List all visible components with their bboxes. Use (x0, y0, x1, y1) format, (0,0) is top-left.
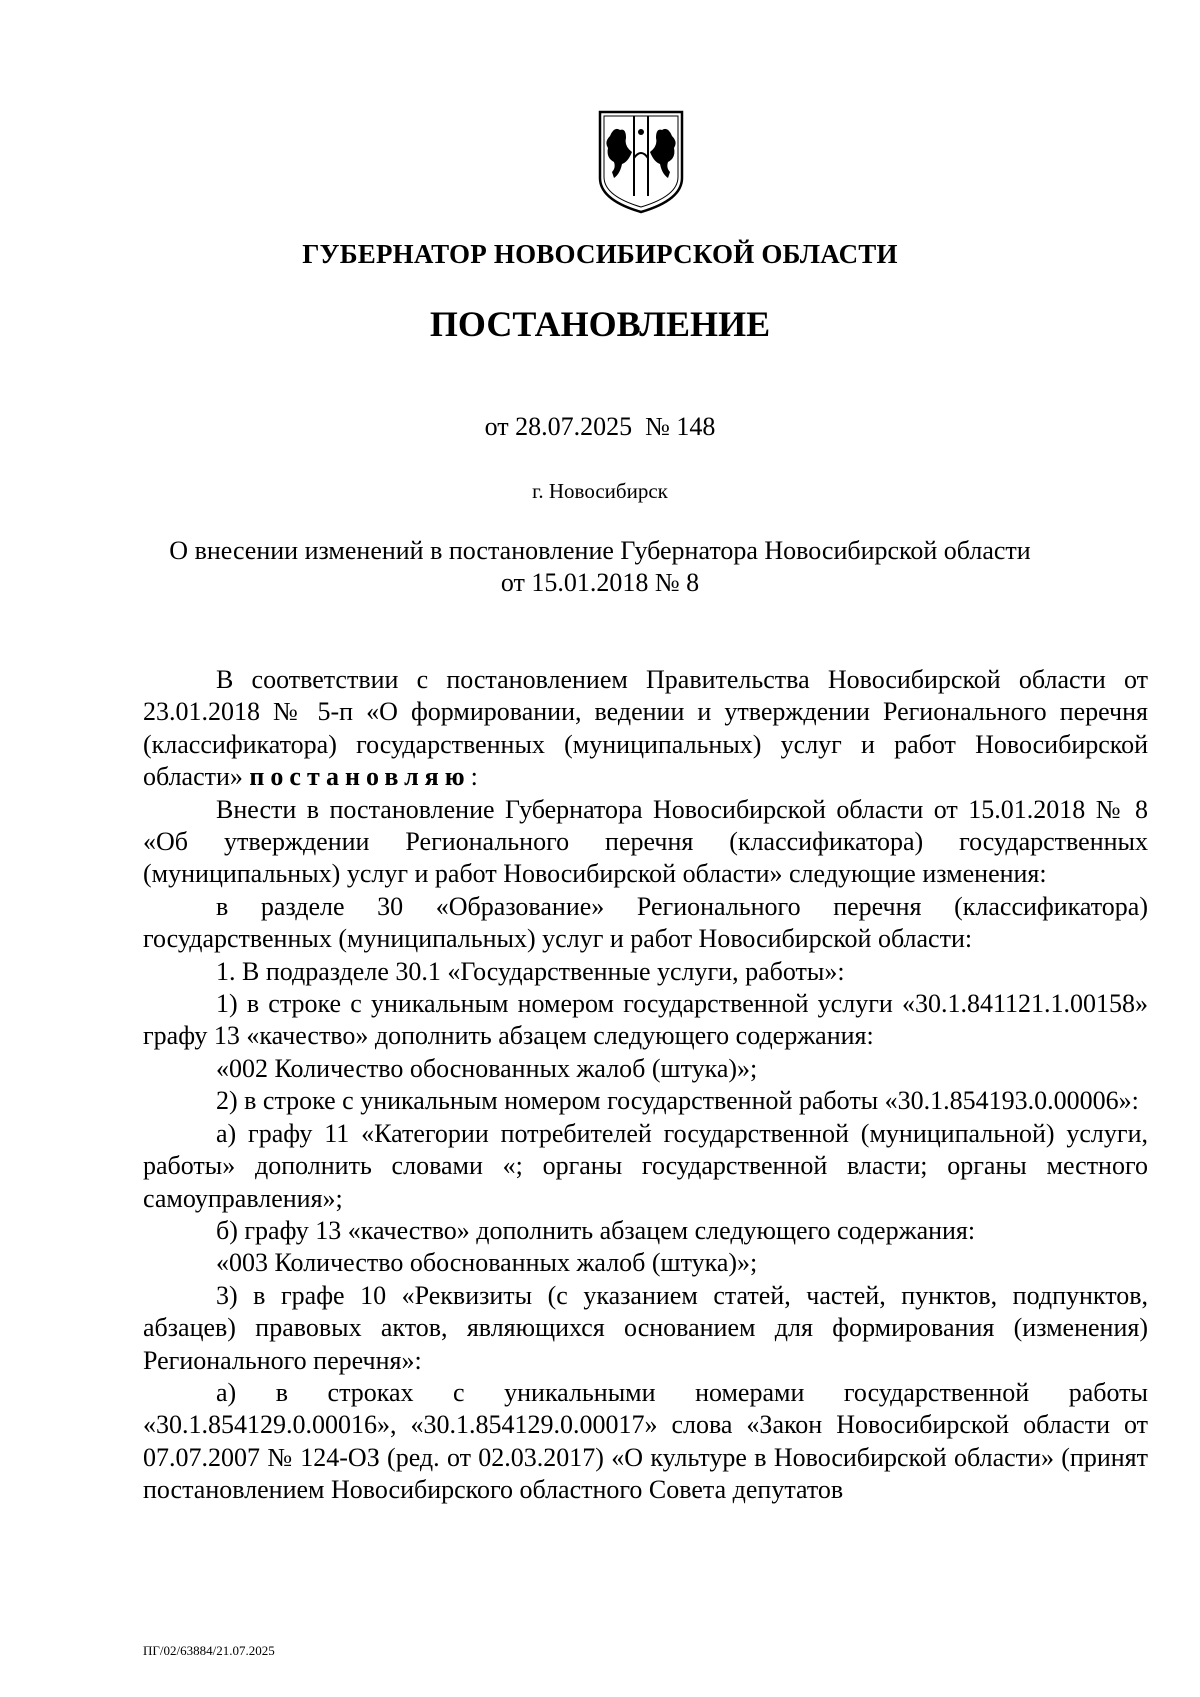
issuing-authority: ГУБЕРНАТОР НОВОСИБИРСКОЙ ОБЛАСТИ (302, 239, 898, 269)
paragraph-subitem-2: 2) в строке с уникальным номером государственной работы «30.1.854193.0.00006»: (216, 1086, 1139, 1116)
paragraph-preamble (143, 664, 1148, 794)
document-type-title: ПОСТАНОВЛЕНИЕ (429, 304, 771, 344)
paragraph-subitem-2b: б) графу 13 «качество» дополнить абзацем следующего содержания: (216, 1215, 976, 1245)
paragraph-quote-002: «002 Количество обоснованных жалоб (штука)»; (216, 1053, 758, 1083)
document-body (143, 664, 1148, 1507)
date-and-number: от 28.07.2025 № 148 (484, 412, 716, 441)
paragraph-section-30: в разделе 30 «Образование» Регионального перечня (классификатора) государственных (муниципальных) услуг и работ Новосибирской области: (143, 891, 1148, 954)
subject-line-2: от 15.01.2018 № 8 (500, 568, 700, 597)
paragraph-item-1: 1. В подразделе 30.1 «Государственные услуги, работы»: (216, 956, 845, 986)
preamble-text: В соответствии с постановлением Правительства Новосибирской области от 23.01.2018 № 5-п «О формировании, ведении и утверждении Регионального перечня (классификатора) государственных (муниципальных) услуг и работ Новосибирской области» (143, 665, 1148, 792)
preamble-end: : (470, 762, 478, 792)
novosibirsk-coat-of-arms-icon (596, 108, 686, 216)
paragraph-subitem-1: 1) в строке с уникальным номером государственной услуги «30.1.841121.1.00158» графу 13 «качество» дополнить абзацем следующего содержания: (143, 989, 1148, 1051)
paragraph-subitem-3a: а) в строках с уникальными номерами государственной работы «30.1.854129.0.00016», «30.1.854129.0.00017» слова «Закон Новосибирской области от 07.07.2007 № 124-ОЗ (ред. от 02.03.2017) «О культуре в Новосибирской области» (принят постановлением Новосибирского областного Совета депутатов (143, 1377, 1148, 1505)
subject-line-1: О внесении изменений в постановление Губернатора Новосибирской области (169, 536, 1031, 565)
paragraph-subitem-2a: а) графу 11 «Категории потребителей государственной (муниципальной) услуги, работы» дополнить словами «; органы государственной власти; органы местного самоуправления»; (143, 1118, 1148, 1213)
city: г. Новосибирск (532, 479, 668, 503)
paragraph-subitem-3: 3) в графе 10 «Реквизиты (с указанием статей, частей, пунктов, подпунктов, абзацев) правовых актов, являющихся основанием для формирования (изменения) Регионального перечня»: (143, 1280, 1148, 1375)
paragraph-quote-003: «003 Количество обоснованных жалоб (штука)»; (216, 1248, 758, 1278)
resolution-word: постановляю (249, 762, 471, 792)
document-footer-code: ПГ/02/63884/21.07.2025 (143, 1643, 275, 1658)
document-subject (0, 535, 1200, 599)
paragraph-amend-intro: Внести в постановление Губернатора Новосибирской области от 15.01.2018 № 8 «Об утверждении Регионального перечня (классификатора) государственных (муниципальных) услуг и работ Новосибирской области» следующие изменения: (143, 794, 1148, 889)
